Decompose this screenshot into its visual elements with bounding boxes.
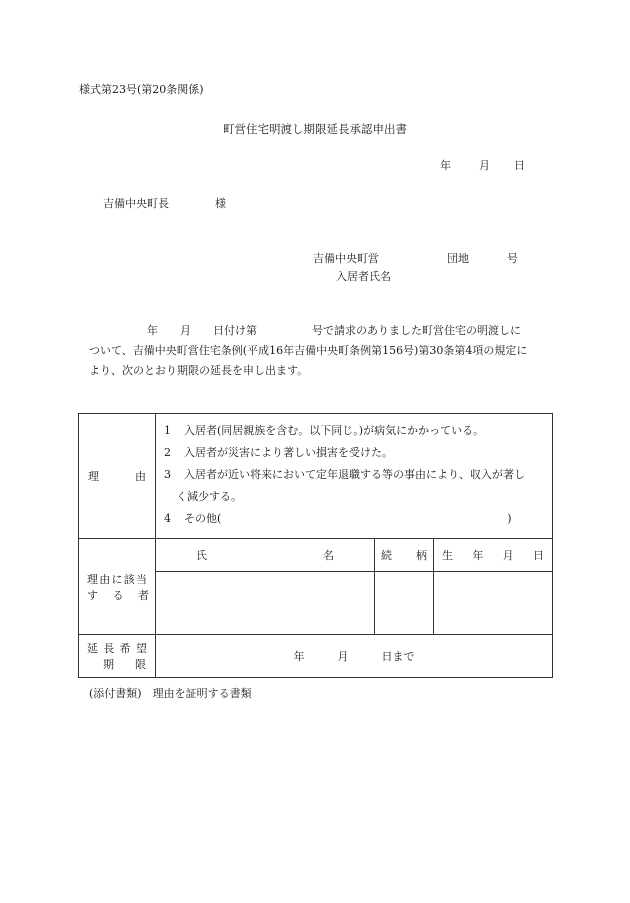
relation-entry-cell[interactable] bbox=[375, 572, 434, 635]
col-name-char: 名 bbox=[323, 549, 334, 562]
col-name-char: 氏 bbox=[196, 549, 207, 562]
reason-text: 入居者(同居親族を含む。以下同じ。)が病気にかかっている。 bbox=[184, 424, 485, 437]
estate-label: 団地 bbox=[447, 252, 469, 265]
extension-label-char: 長 bbox=[103, 642, 115, 655]
applicable-label-char: 理 bbox=[87, 572, 98, 586]
applicable-label-char: る bbox=[112, 588, 124, 602]
reason-text: 入居者が災害により著しい損害を受けた。 bbox=[184, 446, 393, 459]
applicable-header-row bbox=[79, 539, 553, 572]
col-birth-char: 年 bbox=[472, 549, 484, 562]
number-label: 号 bbox=[507, 252, 518, 265]
col-name-header bbox=[156, 539, 375, 572]
reason-item bbox=[164, 464, 544, 486]
applicant-address bbox=[313, 250, 518, 266]
col-birth-char: 日 bbox=[532, 549, 544, 562]
reason-item bbox=[164, 420, 544, 442]
extension-label-char: 希 bbox=[119, 642, 131, 655]
col-relation-header bbox=[375, 539, 434, 572]
body-line-1: 年 月 日付け第 号で請求のありました町営住宅の明渡しに bbox=[147, 324, 521, 337]
reason-text: 入居者が近い将来において定年退職する等の事由により、収入が著し bbox=[184, 468, 525, 481]
extension-label-char: 限 bbox=[135, 658, 146, 671]
col-relation-char: 柄 bbox=[416, 549, 427, 562]
resident-name-label: 入居者氏名 bbox=[336, 270, 391, 283]
applicable-label-char: す bbox=[87, 588, 98, 602]
extension-row bbox=[79, 635, 553, 678]
reason-row bbox=[79, 414, 553, 539]
reason-list bbox=[156, 414, 553, 539]
extension-label-char: 期 bbox=[103, 658, 114, 671]
col-birth-header bbox=[434, 539, 553, 572]
col-birth-char: 月 bbox=[502, 549, 514, 562]
reason-number: 1 bbox=[164, 424, 171, 437]
reason-number: 2 bbox=[164, 446, 171, 459]
applicable-label-cell bbox=[79, 539, 156, 635]
applicable-label-char: 該 bbox=[123, 572, 135, 586]
extension-value-cell[interactable] bbox=[156, 635, 553, 678]
date-day: 日 bbox=[514, 159, 525, 172]
applicable-label-char: 当 bbox=[136, 572, 147, 586]
reason-label-char: 理 bbox=[88, 470, 99, 483]
date-line bbox=[440, 157, 525, 173]
applicable-label-char: 由 bbox=[99, 572, 111, 586]
reason-item bbox=[164, 442, 544, 464]
attachment-note: (添付書類) 理由を証明する書類 bbox=[89, 687, 252, 700]
col-birth-char: 生 bbox=[442, 549, 453, 562]
body-text bbox=[89, 321, 559, 381]
date-year: 年 bbox=[440, 159, 451, 172]
housing-name: 吉備中央町営 bbox=[313, 252, 379, 265]
body-line-3: より、次のとおり期限の延長を申し出ます。 bbox=[89, 364, 309, 377]
reason-number: 3 bbox=[164, 468, 171, 481]
body-line-2: ついて、吉備中央町営住宅条例(平成16年吉備中央町条例第156号)第30条第4項の規定に bbox=[89, 344, 528, 357]
reason-number: 4 bbox=[164, 512, 171, 525]
extension-label-char: 望 bbox=[135, 642, 147, 655]
col-relation-char: 続 bbox=[381, 549, 392, 562]
addressee-honorific: 様 bbox=[215, 197, 226, 210]
extension-value: 年 月 日まで bbox=[293, 650, 415, 663]
addressee-name: 吉備中央町長 bbox=[103, 197, 169, 210]
addressee bbox=[103, 195, 226, 211]
reason-text: く減少する。 bbox=[176, 490, 242, 503]
reason-text: その他( ) bbox=[184, 512, 512, 525]
name-entry-cell[interactable] bbox=[156, 572, 375, 635]
applicable-label-char: 者 bbox=[138, 588, 149, 602]
extension-label-char: 延 bbox=[87, 642, 98, 655]
form-number: 様式第23号(第20条関係) bbox=[79, 83, 204, 96]
date-month: 月 bbox=[479, 159, 490, 172]
reason-label-char: 由 bbox=[135, 470, 146, 483]
reason-item bbox=[164, 508, 544, 530]
reason-item bbox=[164, 486, 544, 508]
extension-label-cell bbox=[79, 635, 156, 678]
reason-label-cell bbox=[79, 414, 156, 539]
applicable-label-char: に bbox=[111, 572, 123, 586]
document-title: 町営住宅明渡し期限延長承認申出書 bbox=[223, 122, 407, 136]
application-table bbox=[78, 413, 553, 678]
birth-entry-cell[interactable] bbox=[434, 572, 553, 635]
